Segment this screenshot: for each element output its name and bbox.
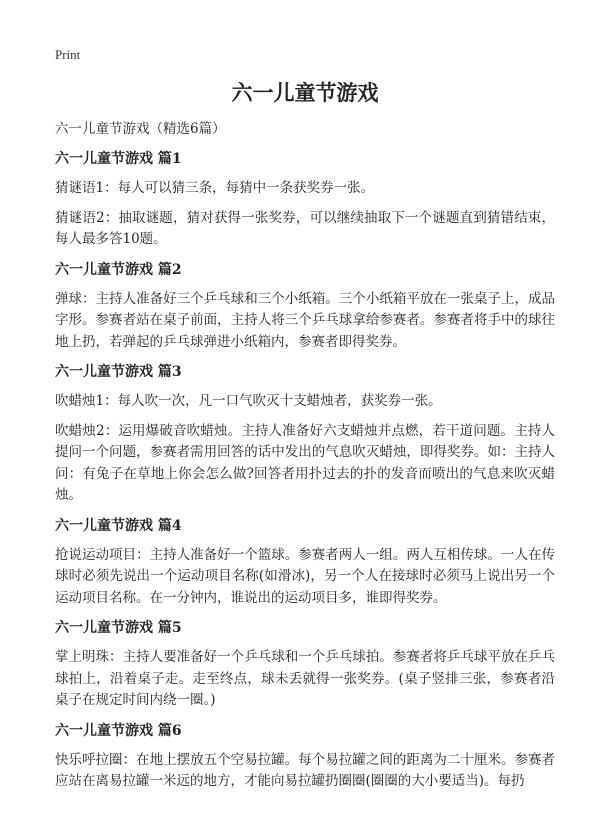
paragraph: 抢说运动项目：主持人准备好一个篮球。参赛者两人一组。两人互相传球。一人在传球时必须先说出一个运动项目名称(如滑冰)，另一个人在接球时必须马上说出另一个运动项目名称。在一分钟内，谁说出的运动项目多，谁即得奖券。 (55, 546, 555, 606)
paragraph: 猜谜语1：每人可以猜三条，每猜中一条获奖券一张。 (55, 180, 375, 196)
section-heading: 六一儿童节游戏 篇1 (55, 151, 182, 167)
section-heading: 六一儿童节游戏 篇2 (55, 261, 182, 278)
document-page (55, 46, 555, 801)
section-heading: 六一儿童节游戏 篇3 (55, 364, 182, 380)
paragraph: 吹蜡烛1：每人吹一次，凡一口气吹灭十支蜡烛者，获奖券一张。 (55, 393, 442, 409)
print-link[interactable]: Print (55, 47, 81, 62)
section-2 (55, 259, 555, 354)
section-4 (55, 515, 555, 610)
section-5 (55, 617, 555, 712)
document-title: 六一儿童节游戏 (231, 81, 379, 105)
section-heading: 六一儿童节游戏 篇5 (55, 620, 182, 636)
section-1 (55, 148, 555, 251)
paragraph: 猜谜语2：抽取谜题，猜对获得一张奖券，可以继续抽取下一个谜题直到猜错结束，每人最多答10题。 (55, 209, 555, 247)
section-heading: 六一儿童节游戏 篇6 (55, 722, 182, 739)
paragraph: 掌上明珠：主持人要准备好一个乒乓球和一个乒乓球拍。参赛者将乒乓球平放在乒乓球拍上，沿着桌子走。走至终点，球未丢就得一张奖券。(桌子竖排三张，参赛者沿桌子在规定时间内绕一圈。) (55, 649, 555, 708)
paragraph: 吹蜡烛2：运用爆破音吹蜡烛。主持人准备好六支蜡烛并点燃，若干道问题。主持人提问一个问题，参赛者需用回答的话中发出的气息吹灭蜡烛，即得奖券。如：主持人问：有兔子在草地上你会怎么做?回答者用扑过去的扑的发音而喷出的气息来吹灭蜡烛。 (55, 422, 555, 503)
paragraph: 弹球：主持人准备好三个乒乓球和三个小纸箱。三个小纸箱平放在一张桌子上，成品字形。参赛者站在桌子前面，主持人将三个乒乓球拿给参赛者。参赛者将手中的球往地上扔，若弹起的乒乓球弹进小纸箱内，参赛者即得奖券。 (55, 290, 555, 350)
paragraph: 快乐呼拉圈：在地上摆放五个空易拉罐。每个易拉罐之间的距离为二十厘米。参赛者应站在离易拉罐一米远的地方，才能向易拉罐扔圈圈(圈圈的大小要适当)。每扔 (55, 751, 555, 789)
section-heading: 六一儿童节游戏 篇4 (55, 517, 182, 534)
section-3 (55, 361, 555, 507)
document-subtitle: 六一儿童节游戏（精选6篇） (55, 121, 226, 137)
section-6 (55, 720, 555, 793)
